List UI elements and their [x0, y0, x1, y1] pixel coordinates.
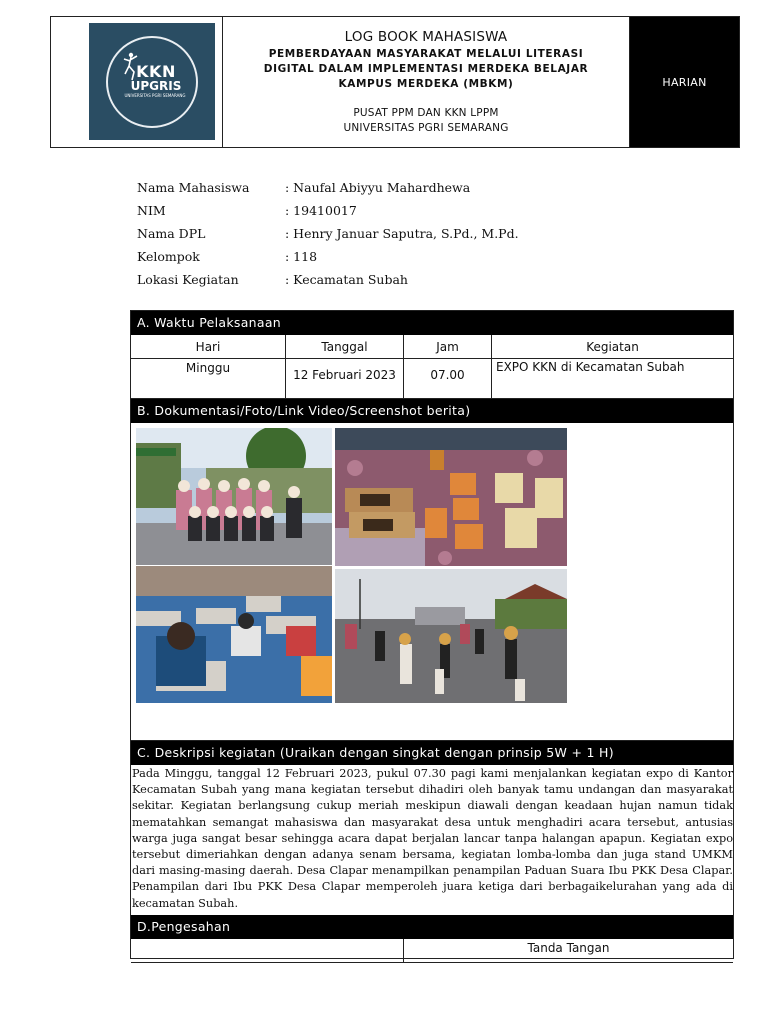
section-c-title: C. Deskripsi kegiatan (Uraikan dengan singkat dengan prinsip 5W + 1 H)	[131, 741, 733, 765]
logo-cell	[51, 17, 223, 147]
org-line: PUSAT PPM DAN KKN LPPM	[353, 107, 499, 119]
dancer-figure-icon	[122, 52, 142, 82]
identity-row	[137, 199, 697, 222]
column-header-time: Jam	[404, 335, 492, 359]
frequency-label: HARIAN	[630, 17, 739, 147]
kkn-upgris-logo	[89, 23, 215, 140]
identity-row	[137, 176, 697, 199]
group-photo	[136, 428, 332, 565]
column-header-date: Tanggal	[286, 335, 404, 359]
group-exercise-photo	[335, 569, 567, 703]
identity-label: Lokasi Kegiatan	[137, 272, 239, 287]
identity-row	[137, 268, 697, 291]
cell-activity: EXPO KKN di Kecamatan Subah	[492, 359, 733, 399]
program-subtitle	[223, 47, 629, 92]
logbook-table	[130, 310, 734, 959]
column-header-day: Hari	[131, 335, 286, 359]
identity-value: : Kecamatan Subah	[285, 272, 408, 287]
umkm-products-photo	[335, 428, 567, 566]
identity-value: : 118	[285, 249, 318, 264]
logo-ring	[106, 36, 198, 128]
documentation-photos	[131, 423, 733, 741]
cell-date: 12 Februari 2023	[286, 359, 404, 399]
drawing-competition-photo	[136, 566, 332, 703]
section-a-title: A. Waktu Pelaksanaan	[131, 311, 733, 335]
activity-description: Pada Minggu, tanggal 12 Februari 2023, pukul 07.30 pagi kami menjalankan kegiatan expo di Kantor Kecamatan Subah yang mana kegiatan tersebut dihadiri oleh banyak tamu undangan dan masyarakat sekitar. Kegiatan berlangsung cukup meriah meskipun diawali dengan keadaan hujan namun tidak mematahkan semangat mahasiswa dan masyarakat desa untuk menghadiri acara tersebut, antusias warga juga sangat besar sehingga acara dapat berjalan lancar tanpa halangan apapun. Kegiatan expo tersebut dimeriahkan dengan adanya senam bersama, kegiatan lomba-lomba dan juga stand UMKM dari masing-masing daerah. Desa Clapar menampilkan penampilan Paduan Suara Ibu PKK Desa Clapar. Penampilan dari Ibu PKK Desa Clapar memperoleh juara ketiga dari berbagaikelurahan yang ada di kecamatan Subah.	[132, 767, 733, 910]
logo-upgris-text: UPGRIS	[130, 79, 182, 93]
identity-value: : Naufal Abiyyu Mahardhewa	[285, 180, 471, 195]
organization	[223, 106, 629, 136]
title-cell	[223, 17, 630, 147]
student-identity	[137, 176, 697, 291]
identity-value: : Henry Januar Saputra, S.Pd., M.Pd.	[285, 226, 519, 241]
subtitle-line: KAMPUS MERDEKA (MBKM)	[338, 78, 514, 90]
signature-empty-cell	[131, 939, 404, 962]
signature-label: Tanda Tangan	[527, 941, 610, 955]
signature-header-row	[131, 939, 733, 963]
logo-kkn-text: KKN	[136, 62, 176, 81]
cell-day: Minggu	[131, 359, 286, 399]
subtitle-line: PEMBERDAYAAN MASYARAKAT MELALUI LITERASI	[268, 48, 584, 60]
org-line: UNIVERSITAS PGRI SEMARANG	[343, 122, 509, 134]
logo-subtext: UNIVERSITAS PGRI SEMARANG	[124, 93, 186, 98]
identity-row	[137, 222, 697, 245]
schedule-table	[131, 335, 733, 399]
cell-time: 07.00	[404, 359, 492, 399]
identity-row	[137, 245, 697, 268]
section-d-title: D.Pengesahan	[131, 915, 733, 939]
logbook-header	[50, 16, 740, 148]
section-b-title: B. Dokumentasi/Foto/Link Video/Screenshot berita)	[131, 399, 733, 423]
page-title: LOG BOOK MAHASISWA	[344, 29, 508, 45]
identity-label: Nama Mahasiswa	[137, 180, 250, 195]
column-header-activity: Kegiatan	[492, 335, 733, 359]
identity-value: : 19410017	[285, 203, 357, 218]
identity-label: NIM	[137, 203, 166, 218]
identity-label: Nama DPL	[137, 226, 206, 241]
identity-label: Kelompok	[137, 249, 200, 264]
subtitle-line: DIGITAL DALAM IMPLEMENTASI MERDEKA BELAJAR	[263, 63, 589, 75]
